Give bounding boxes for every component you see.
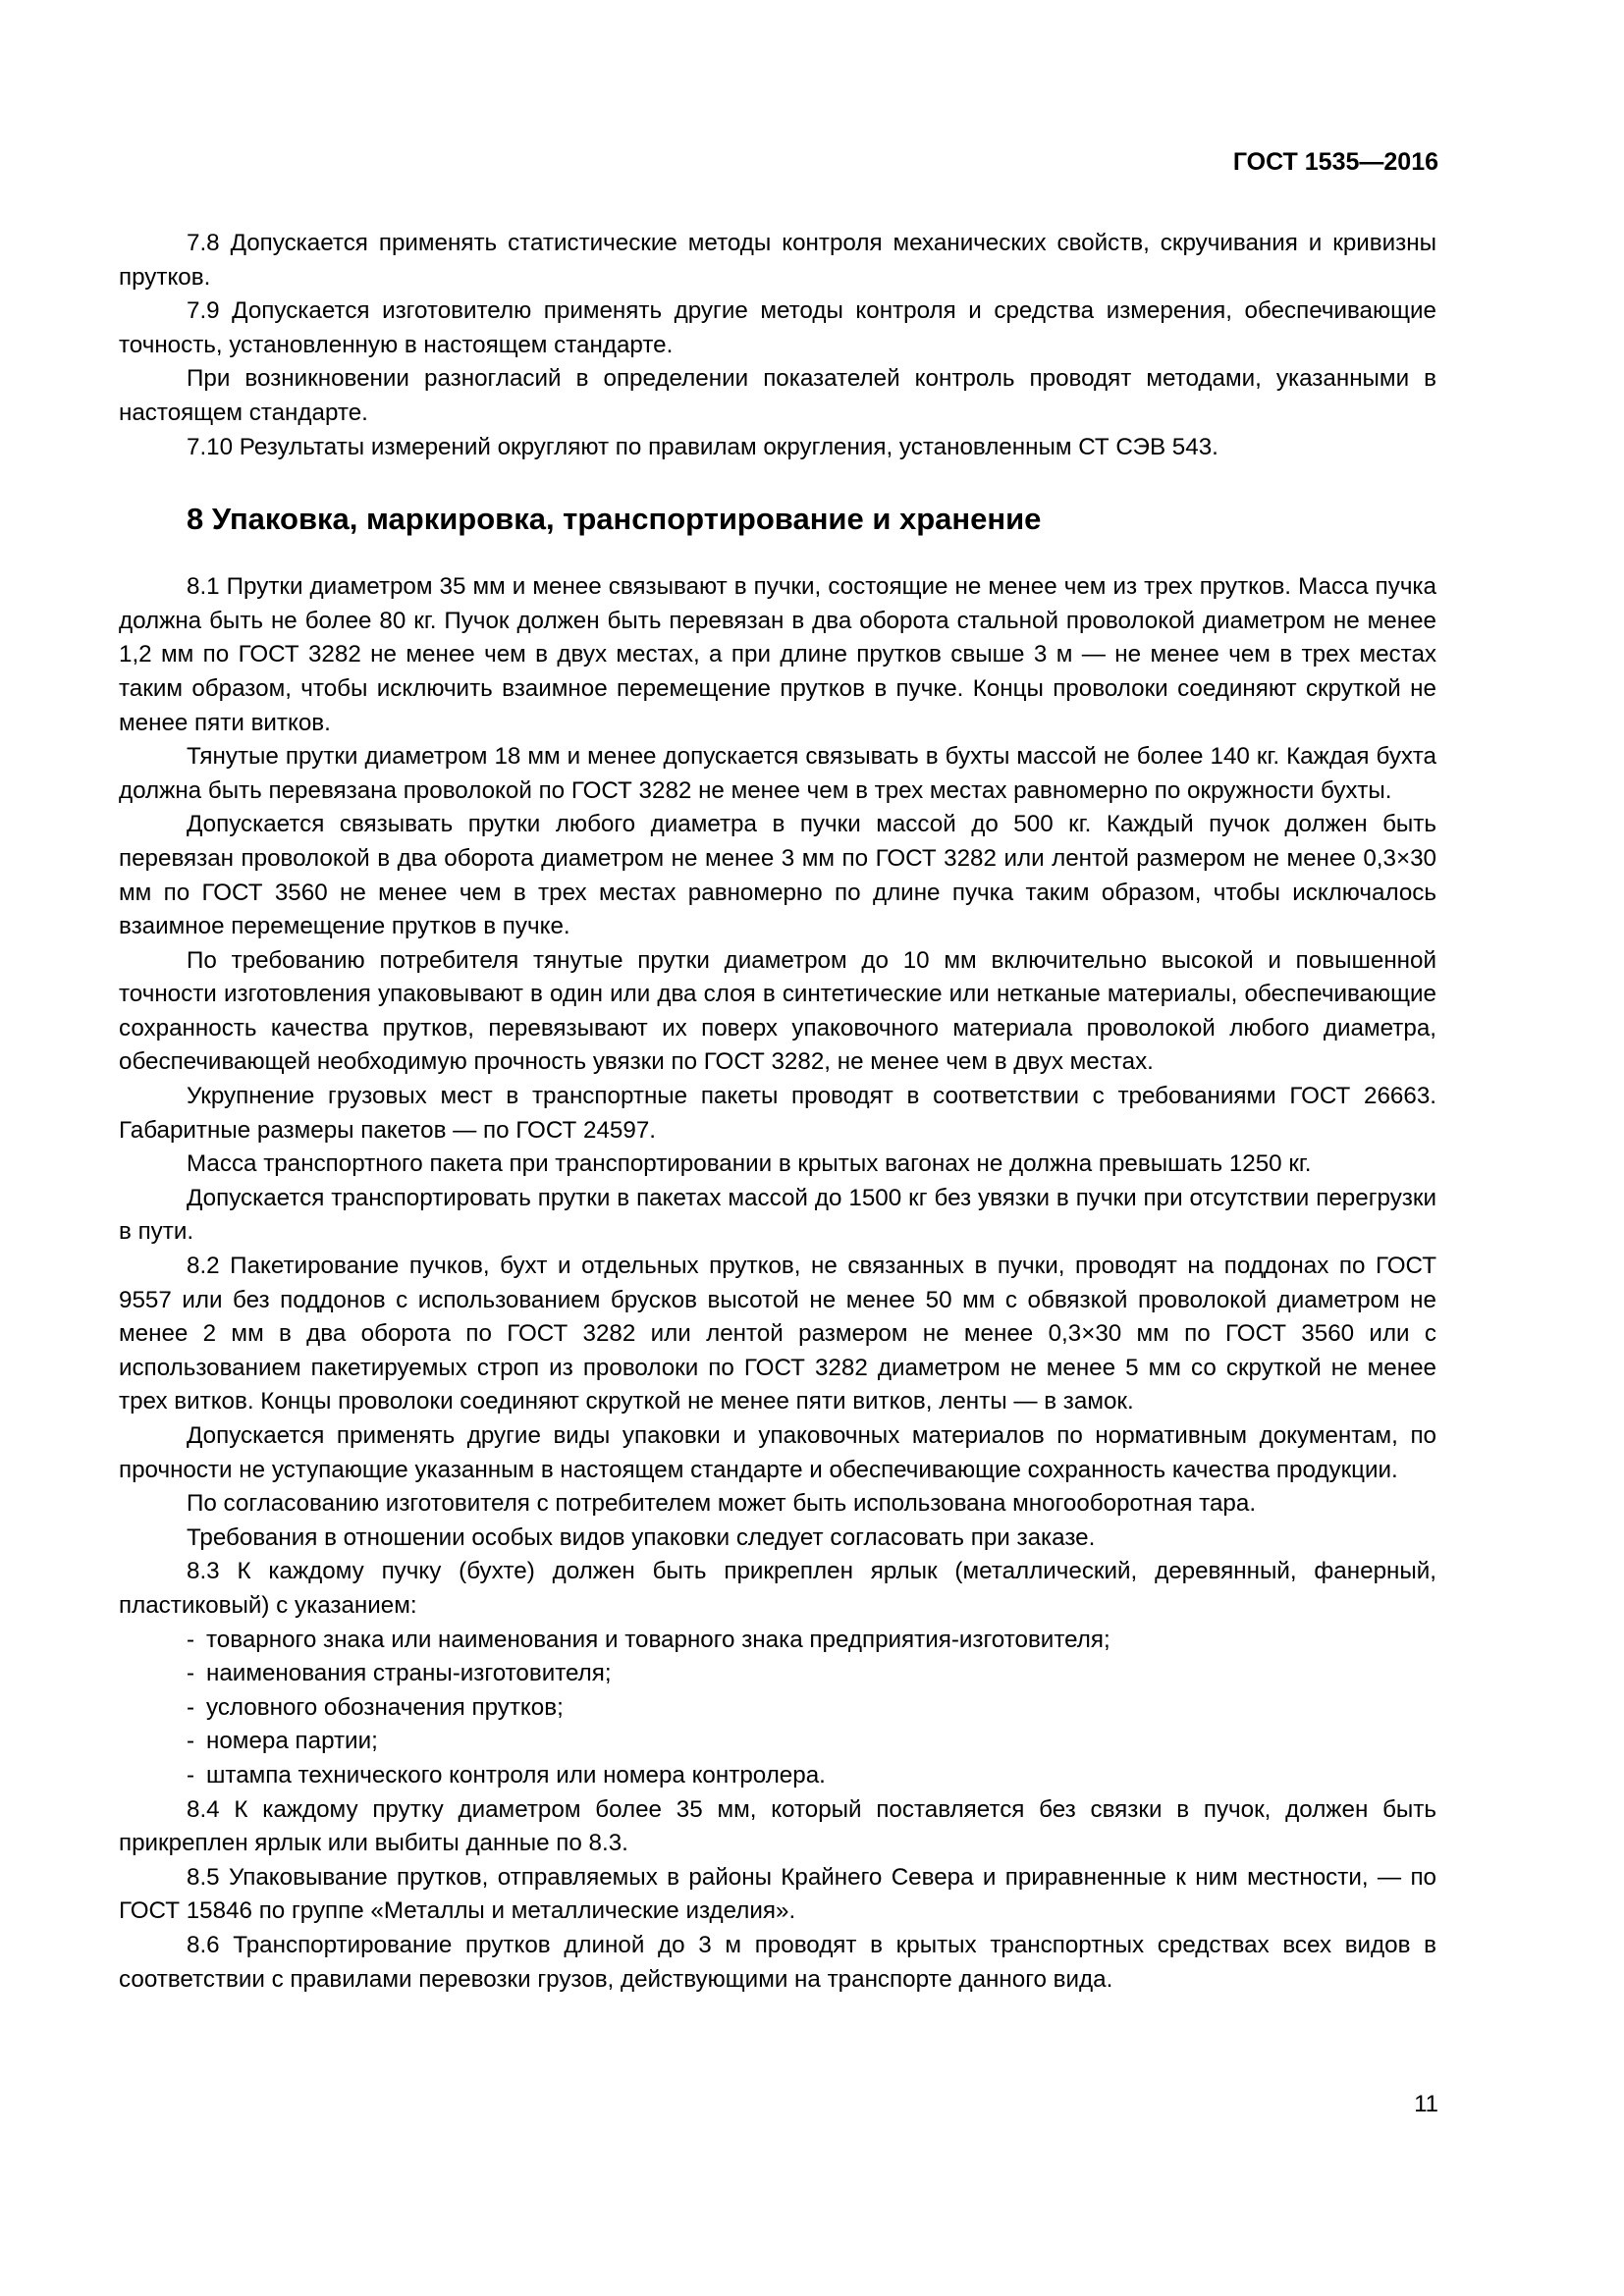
paragraph-8-1-packages: Укрупнение грузовых мест в транспортные пакеты проводят в соответствии с требованиями ГОСТ 26663. Габаритные размеры пакетов — по ГОСТ 24597. [119, 1083, 1436, 1144]
paragraph-8-1-bundles-500: Допускается связывать прутки любого диаметра в пучки массой до 500 кг. Каждый пучок должен быть перевязан проволокой в два оборота диаметром не менее 3 мм по ГОСТ 3282 или лентой размером не менее 0,3×30 мм по ГОСТ 3560 не менее чем в трех местах равномерно по длине пучка таким образом, чтобы исключалось взаимное перемещение прутков в пучке. [119, 811, 1436, 940]
list-marker: - [187, 1693, 195, 1721]
list-item-text: штампа технического контроля или номера контролера. [206, 1761, 826, 1789]
list-item [187, 1691, 1436, 1726]
paragraph-8-5: 8.5 Упаковывание прутков, отправляемых в районы Крайнего Севера и приравненные к ним местности, — по ГОСТ 15846 по группе «Металлы и металлические изделия». [119, 1863, 1436, 1925]
list-item-text: наименования страны-изготовителя; [206, 1660, 612, 1687]
paragraph-8-1-package-mass: Масса транспортного пакета при транспортировании в крытых вагонах не должна превышать 1250 кг. [187, 1150, 1312, 1178]
paragraph-8-3: 8.3 К каждому пучку (бухте) должен быть прикреплен ярлык (металлический, деревянный, фанерный, пластиковый) с указанием: [119, 1558, 1436, 1619]
paragraph-8-2: 8.2 Пакетирование пучков, бухт и отдельных прутков, не связанных в пучки, проводят на поддонах по ГОСТ 9557 или без поддонов с использованием брусков высотой не менее 50 мм с обвязкой проволокой диаметром не менее 2 мм в два оборота по ГОСТ 3282 или лентой размером не менее 0,3×30 мм по ГОСТ 3560 или с использованием пакетируемых строп из проволоки по ГОСТ 3282 диаметром не менее 5 мм со скруткой не менее трех витков. Концы проволоки соединяют скруткой не менее пяти витков, ленты — в замок. [119, 1253, 1436, 1415]
list-marker: - [187, 1626, 195, 1653]
document-body [119, 227, 1436, 1997]
paragraph-8-1: 8.1 Прутки диаметром 35 мм и менее связывают в пучки, состоящие не менее чем из трех прутков. Масса пучка должна быть не более 80 кг. Пучок должен быть перевязан в два оборота стальной проволокой диаметром не менее 1,2 мм по ГОСТ 3282 не менее чем в двух местах, а при длине прутков свыше 3 м — не менее чем в трех местах таким образом, чтобы исключить взаимное перемещение прутков в пучке. Концы проволоки соединяют скруткой не менее пяти витков. [119, 573, 1436, 736]
label-requirements-list [119, 1624, 1436, 1793]
paragraph-8-1-no-binding: Допускается транспортировать прутки в пакетах массой до 1500 кг без увязки в пучки при отсутствии перегрузки в пути. [119, 1184, 1436, 1246]
paragraph-8-2-returnable: По согласованию изготовителя с потребителем может быть использована многооборотная тара. [187, 1490, 1257, 1518]
list-item-text: номера партии; [206, 1728, 378, 1755]
paragraph-7-10: 7.10 Результаты измерений округляют по правилам округления, установленным СТ СЭВ 543. [187, 433, 1218, 460]
section-8-title: 8 Упаковка, маркировка, транспортирование и хранение [187, 502, 1042, 537]
list-item-text: условного обозначения прутков; [206, 1693, 564, 1721]
list-marker: - [187, 1761, 195, 1789]
list-item-text: товарного знака или наименования и товарного знака предприятия-изготовителя; [206, 1626, 1110, 1653]
paragraph-7-9: 7.9 Допускается изготовителю применять другие методы контроля и средства измерения, обеспечивающие точность, установленную в настоящем стандарте. [119, 297, 1436, 358]
paragraph-8-2-special: Требования в отношении особых видов упаковки следует согласовать при заказе. [187, 1523, 1096, 1551]
paragraph-7-9-disputes: При возникновении разногласий в определении показателей контроль проводят методами, указанными в настоящем стандарте. [119, 365, 1436, 426]
list-marker: - [187, 1728, 195, 1755]
paragraph-7-8: 7.8 Допускается применять статистические методы контроля механических свойств, скручивания и кривизны прутков. [119, 230, 1436, 291]
list-item [187, 1624, 1436, 1658]
page-header-standard: ГОСТ 1535—2016 [1232, 148, 1438, 176]
paragraph-8-4: 8.4 К каждому прутку диаметром более 35 мм, который поставляется без связки в пучок, должен быть прикреплен ярлык или выбиты данные по 8.3. [119, 1795, 1436, 1857]
page-number: 11 [1414, 2091, 1438, 2117]
paragraph-8-1-consumer-request: По требованию потребителя тянутые прутки диаметром до 10 мм включительно высокой и повышенной точности изготовления упаковывают в один или два слоя в синтетические или нетканые материалы, обеспечивающие сохранность качества прутков, перевязывают их поверх упаковочного материала проволокой любого диаметра, обеспечивающей необходимую прочность увязки по ГОСТ 3282, не менее чем в двух местах. [119, 946, 1436, 1076]
paragraph-8-6: 8.6 Транспортирование прутков длиной до 3 м проводят в крытых транспортных средствах всех видов в соответствии с правилами перевозки грузов, действующими на транспорте данного вида. [119, 1931, 1436, 1993]
list-item [187, 1759, 1436, 1793]
list-item [187, 1657, 1436, 1691]
list-item [187, 1725, 1436, 1759]
paragraph-8-2-other-packaging: Допускается применять другие виды упаковки и упаковочных материалов по нормативным документам, по прочности не уступающие указанным в настоящем стандарте и обеспечивающие сохранность качества продукции. [119, 1422, 1436, 1483]
list-marker: - [187, 1660, 195, 1687]
paragraph-8-1-coils: Тянутые прутки диаметром 18 мм и менее допускается связывать в бухты массой не более 140 кг. Каждая бухта должна быть перевязана проволокой по ГОСТ 3282 не менее чем в трех местах равномерно по окружности бухты. [119, 743, 1436, 804]
